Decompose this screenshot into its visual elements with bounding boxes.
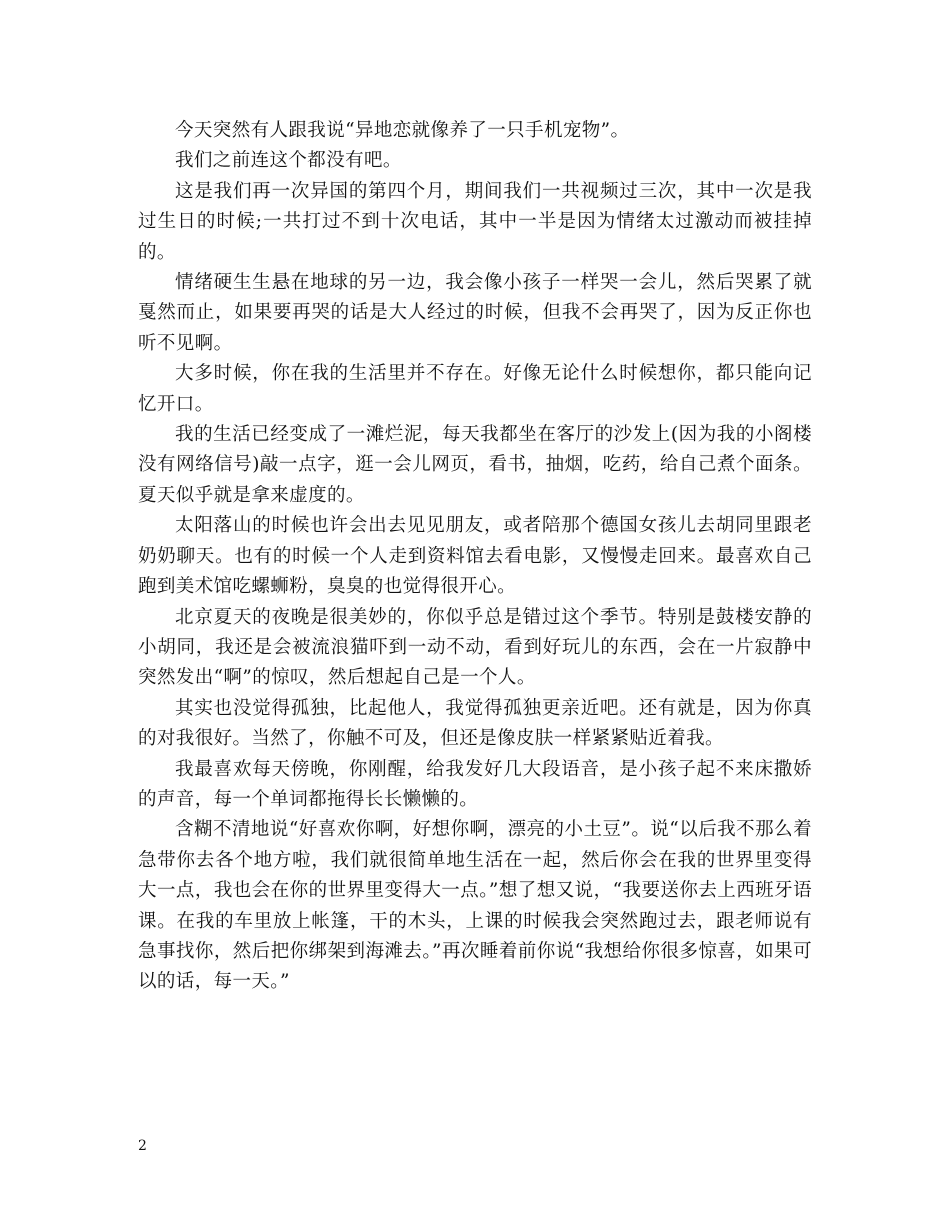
paragraph: 今天突然有人跟我说“异地恋就像养了一只手机宠物”。 (175, 120, 630, 141)
page-number: 2 (138, 1138, 147, 1154)
paragraph: 我们之前连这个都没有吧。 (175, 150, 402, 172)
paragraph: 大多时候，你在我的生活里并不存在。好像无论什么时候想你，都只能向记忆开口。 (138, 363, 812, 415)
paragraph: 北京夏天的夜晚是很美妙的，你似乎总是错过这个季节。特别是鼓楼安静的小胡同，我还是会被流浪猫吓到一动不动，看到好玩儿的东西，会在一片寂静中突然发出“啊”的惊叹，然后想起自己是一个人。 (138, 606, 812, 689)
paragraph: 其实也没觉得孤独，比起他人，我觉得孤独更亲近吧。还有就是，因为你真的对我很好。当然了，你触不可及，但还是像皮肤一样紧紧贴近着我。 (138, 697, 812, 750)
body-text (138, 116, 812, 998)
paragraph: 这是我们再一次异国的第四个月，期间我们一共视频过三次，其中一次是我过生日的时候;一共打过不到十次电话，其中一半是因为情绪太过激动而被挂掉的。 (138, 180, 812, 263)
paragraph: 含糊不清地说“好喜欢你啊，好想你啊，漂亮的小土豆”。说“以后我不那么着急带你去各个地方啦，我们就很简单地生活在一起，然后你会在我的世界里变得大一点，我也会在你的世界里变得大一点。”想了想又说，“我要送你去上西班牙语课。在我的车里放上帐篷，干的木头，上课的时候我会突然跑过去，跟老师说有急事找你，然后把你绑架到海滩去。”再次睡着前你说“我想给你很多惊喜，如果可以的话，每一天。” (138, 819, 812, 993)
paragraph: 我最喜欢每天傍晚，你刚醒，给我发好几大段语音，是小孩子起不来床撒娇的声音，每一个单词都拖得长长懒懒的。 (138, 758, 812, 810)
paragraph: 我的生活已经变成了一滩烂泥，每天我都坐在客厅的沙发上(因为我的小阁楼没有网络信号)敲一点字，逛一会儿网页，看书，抽烟，吃药，给自己煮个面条。夏天似乎就是拿来虚度的。 (138, 424, 812, 506)
paragraph: 太阳落山的时候也许会出去见见朋友，或者陪那个德国女孩儿去胡同里跟老奶奶聊天。也有的时候一个人走到资料馆去看电影，又慢慢走回来。最喜欢自己跑到美术馆吃螺蛳粉，臭臭的也觉得很开心。 (138, 515, 812, 598)
paragraph: 情绪硬生生悬在地球的另一边，我会像小孩子一样哭一会儿，然后哭累了就戛然而止，如果要再哭的话是大人经过的时候，但我不会再哭了，因为反正你也听不见啊。 (138, 272, 812, 354)
